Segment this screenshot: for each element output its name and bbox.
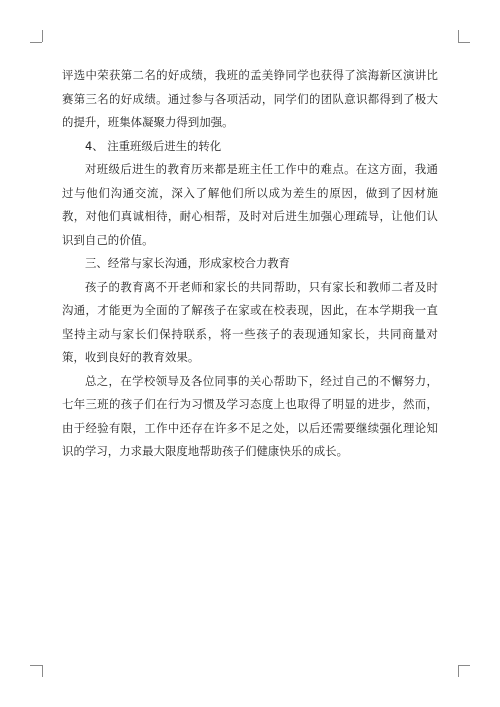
paragraph-parent-communication: 孩子的教育离不开老师和家长的共同帮助，只有家长和教师二者及时沟通，才能更为全面的了解孩子在家或在校表现，因此，在本学期我一直坚持主动与家长们保持联系，将一些孩子的表现通知家长，共同商量对策，收到良好的教育效果。 xyxy=(62,279,438,364)
crop-mark-top-right-horizontal xyxy=(458,42,470,43)
crop-mark-bottom-left-horizontal xyxy=(30,665,42,666)
crop-mark-bottom-right-vertical xyxy=(458,665,459,677)
paragraph-activities-results: 评选中荣获第二名的好成绩，我班的孟美铮同学也获得了滨海新区演讲比赛第三名的好成绩。通过参与各项活动，同学们的团队意识都得到了极大的提升，班集体凝聚力得到加强。 xyxy=(62,68,438,129)
section-heading-underachievers: 4、 注重班级后进生的转化 xyxy=(85,138,222,153)
document-body xyxy=(62,64,438,464)
paragraph-conclusion: 总之，在学校领导及各位同事的关心帮助下，经过自己的不懈努力，七年三班的孩子们在行为习惯及学习态度上也取得了明显的进步，然而，由于经验有限，工作中还存在许多不足之处，以后还需要继续强化理论知识的学习，力求最大限度地帮助孩子们健康快乐的成长。 xyxy=(62,373,438,458)
crop-mark-top-left-horizontal xyxy=(30,42,42,43)
paragraph-underachievers: 对班级后进生的教育历来都是班主任工作中的难点。在这方面，我通过与他们沟通交流，深入了解他们所以成为差生的原因，做到了因材施教，对他们真诚相待，耐心相帮，及时对后进生加强心理疏导，让他们认识到自己的价值。 xyxy=(62,162,438,247)
section-heading-parent-communication: 三、经常与家长沟通，形成家校合力教育 xyxy=(85,256,291,270)
crop-mark-bottom-left-vertical xyxy=(42,665,43,677)
crop-mark-bottom-right-horizontal xyxy=(458,665,470,666)
crop-mark-top-left-vertical xyxy=(42,30,43,42)
crop-mark-top-right-vertical xyxy=(458,30,459,42)
